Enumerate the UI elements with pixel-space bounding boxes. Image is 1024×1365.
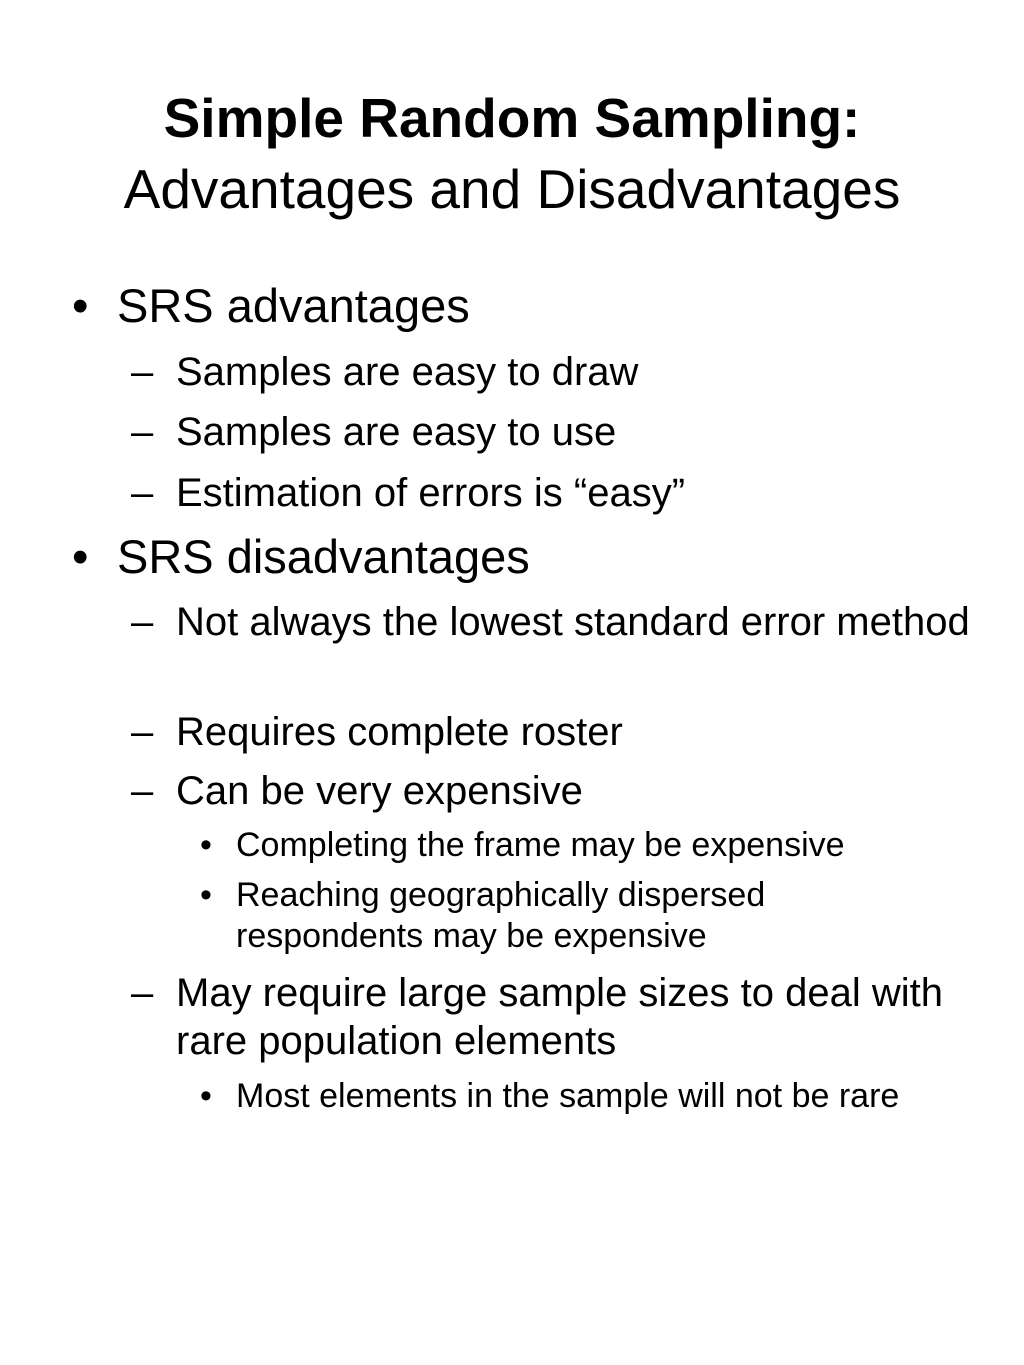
disadvantages-heading xyxy=(72,532,972,582)
title-subtitle: Advantages and Disadvantages xyxy=(123,158,901,220)
advantage-item xyxy=(131,469,971,517)
disadvantage-subitem xyxy=(200,1076,930,1117)
disadvantage-subitem-text: Reaching geographically dispersed respondents may be expensive xyxy=(236,876,766,955)
bullet-marker: • xyxy=(200,1077,212,1115)
title-main: Simple Random Sampling: xyxy=(163,87,861,149)
advantage-item-text: Estimation of errors is “easy” xyxy=(176,471,686,515)
advantage-item-text: Samples are easy to draw xyxy=(176,350,639,394)
slide-title xyxy=(0,84,1024,226)
advantages-heading-text: SRS advantages xyxy=(117,279,470,332)
disadvantage-subitem xyxy=(200,875,930,957)
bullet-marker: • xyxy=(200,826,212,864)
disadvantage-item xyxy=(131,708,971,756)
dash-marker: – xyxy=(131,410,154,454)
advantages-heading xyxy=(72,281,972,331)
disadvantage-item xyxy=(131,767,971,815)
bullet-marker: • xyxy=(72,530,89,583)
disadvantage-item-text: May require large sample sizes to deal with rare population elements xyxy=(176,971,944,1063)
disadvantages-heading-text: SRS disadvantages xyxy=(117,530,530,583)
disadvantage-subitem xyxy=(200,825,930,866)
dash-marker: – xyxy=(131,710,154,754)
disadvantage-subitem-text: Most elements in the sample will not be rare xyxy=(236,1077,900,1115)
disadvantage-item xyxy=(131,598,971,646)
dash-marker: – xyxy=(131,971,154,1015)
dash-marker: – xyxy=(131,350,154,394)
disadvantage-item-text: Requires complete roster xyxy=(176,710,623,754)
dash-marker: – xyxy=(131,600,154,644)
disadvantage-item-text: Can be very expensive xyxy=(176,769,583,813)
advantage-item xyxy=(131,408,971,456)
bullet-marker: • xyxy=(72,279,89,332)
bullet-marker: • xyxy=(200,876,212,914)
advantage-item xyxy=(131,348,971,396)
disadvantage-item-text: Not always the lowest standard error method xyxy=(176,600,970,644)
dash-marker: – xyxy=(131,471,154,515)
advantage-item-text: Samples are easy to use xyxy=(176,410,617,454)
dash-marker: – xyxy=(131,769,154,813)
disadvantage-item xyxy=(131,969,971,1065)
disadvantage-subitem-text: Completing the frame may be expensive xyxy=(236,826,845,864)
